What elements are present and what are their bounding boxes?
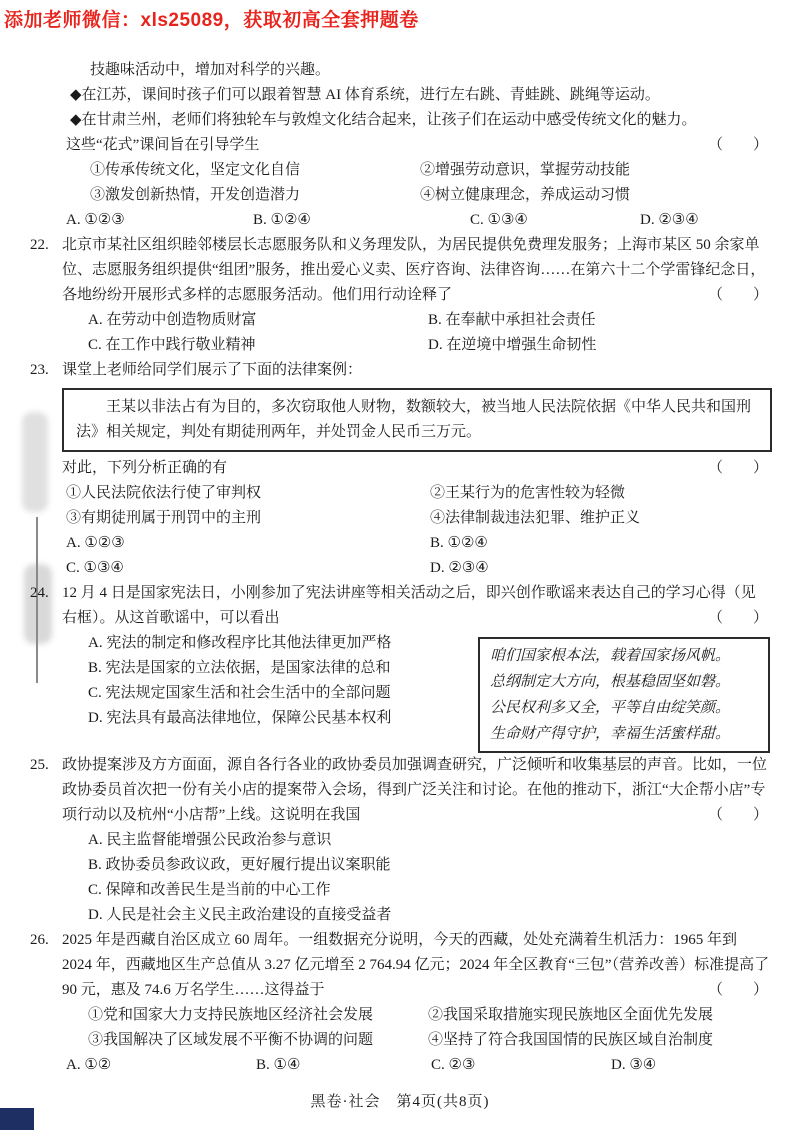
choice-a: A. 宪法的制定和修改程序比其他法律更加严格 [88, 635, 392, 651]
stem-text: 北京市某社区组织睦邻楼层长志愿服务队和义务理发队，为居民提供免费理发服务；上海市某区 50 余家单位、志愿服务组织提供“组团”服务，推出爱心义卖、医疗咨询、法律咨询……在第六十二个学雷锋纪念日，各地纷纷开展形式多样的志愿服务活动。他们用行动诠释了 [62, 237, 766, 303]
ballad-line: 公民权利多又全，平等自由绽笑颜。 [490, 700, 731, 716]
question-22 [30, 233, 770, 358]
question-26 [30, 928, 770, 1078]
stem-text: 政协提案涉及方方面面，源自各行各业的政协委员加强调查研究，广泛倾听和收集基层的声音。比如，一位政协委员首次把一份有关小店的提案带入会场，得到广泛关注和讨论。在他的推动下，浙江“大企帮小店”专项行动以及杭州“小店帮”上线。这说明在我国 [62, 757, 768, 823]
bullet-line-lanzhou: ◆在甘肃兰州，老师们将独轮车与敦煌文化结合起来，让孩子们在运动中感受传统文化的魅力。 [70, 112, 697, 128]
item-3: ③我国解决了区域发展不平衡不协调的问题 [88, 1032, 374, 1048]
choices-row [62, 308, 770, 333]
question-prompt [62, 456, 770, 481]
choice-c: C. 宪法规定国家生活和社会生活中的全部问题 [88, 685, 391, 701]
choice-a: A. 在劳动中创造物质财富 [88, 312, 257, 328]
choices-row [62, 333, 770, 358]
item-1: ①传承传统文化，坚定文化自信 [90, 162, 301, 178]
choice-d: D. ②③④ [640, 212, 699, 228]
choice-b: B. ①②④ [253, 212, 311, 228]
item-4: ④法律制裁违法犯罪、维护正义 [430, 510, 641, 526]
promo-banner: 添加老师微信：xls25089，获取初高全套押题卷 [4, 10, 419, 31]
answer-bracket: （ ） [707, 610, 768, 626]
choice-d: D. 人民是社会主义民主政治建设的直接受益者 [88, 907, 392, 923]
item-3: ③激发创新热情，开发创造潜力 [90, 187, 301, 203]
choice-a: A. ①②③ [66, 212, 125, 228]
numbered-items-row [62, 481, 770, 506]
numbered-items-row [62, 506, 770, 531]
item-1: ①人民法院依法行使了审判权 [66, 485, 262, 501]
item-4: ④坚持了符合我国国情的民族区域自治制度 [428, 1032, 714, 1048]
ballad-line: 总纲制定大方向，根基稳固坚如磐。 [490, 674, 731, 690]
question-stem: 课堂上老师给同学们展示了下面的法律案例： [62, 362, 363, 378]
item-3: ③有期徒刑属于刑罚中的主刑 [66, 510, 262, 526]
question-number: 26. [30, 932, 49, 948]
item-1: ①党和国家大力支持民族地区经济社会发展 [88, 1007, 374, 1023]
answer-bracket: （ ） [707, 982, 768, 998]
choice-d: D. ②③④ [430, 560, 489, 576]
choice-c: C. 保障和改善民生是当前的中心工作 [88, 882, 331, 898]
question-23 [30, 358, 770, 581]
choices-row [30, 208, 770, 233]
ballad-line: 生命财产得守护，幸福生活蜜样甜。 [490, 726, 731, 742]
numbered-items-row [30, 183, 770, 208]
stem-text: 12 月 4 日是国家宪法日，小刚参加了宪法讲座等相关活动之后，即兴创作歌谣来表达自己的学习心得（见右框）。从这首歌谣中，可以看出 [62, 585, 756, 626]
stem-text: 这些“花式”课间旨在引导学生 [66, 137, 260, 153]
question-21-continuation [30, 58, 770, 233]
corner-mark [0, 1108, 34, 1130]
question-number: 25. [30, 757, 49, 773]
choice-b: B. 政协委员参政议政，更好履行提出议案职能 [88, 857, 391, 873]
choice-b: B. ①④ [256, 1057, 301, 1073]
choice-a: A. ①② [66, 1057, 112, 1073]
question-stem [62, 928, 770, 1003]
numbered-items-row [62, 1003, 770, 1028]
answer-bracket: （ ） [707, 137, 768, 153]
choices-row [62, 556, 770, 581]
choice-d: D. 宪法具有最高法律地位，保障公民基本权利 [88, 710, 392, 726]
choice-d: D. 在逆境中增强生命韧性 [428, 337, 597, 353]
question-number: 22. [30, 237, 49, 253]
question-number: 24. [30, 585, 49, 601]
answer-bracket: （ ） [707, 287, 768, 303]
numbered-items-row [62, 1028, 770, 1053]
item-2: ②王某行为的危害性较为轻微 [430, 485, 626, 501]
continuation-line: 技趣味活动中，增加对科学的兴趣。 [90, 62, 331, 78]
choice-a: A. ①②③ [66, 535, 125, 551]
choice-c: C. ②③ [431, 1057, 476, 1073]
law-case-text: 王某以非法占有为目的，多次窃取他人财物，数额较大，被当地人民法院依据《中华人民共和国刑法》相关规定，判处有期徒刑两年，并处罚金人民币三万元。 [76, 399, 752, 440]
choices-column [62, 828, 770, 928]
item-4: ④树立健康理念，养成运动习惯 [420, 187, 631, 203]
exam-page [30, 58, 770, 1115]
answer-bracket: （ ） [707, 460, 768, 476]
answer-bracket: （ ） [707, 807, 768, 823]
choice-b: B. ①②④ [430, 535, 488, 551]
question-stem [62, 753, 770, 828]
item-2: ②增强劳动意识，掌握劳动技能 [420, 162, 631, 178]
choice-c: C. ①③④ [470, 212, 528, 228]
ballad-line: 咱们国家根本法，载着国家扬风帆。 [490, 648, 731, 664]
choice-d: D. ③④ [611, 1057, 657, 1073]
stem-text: 2025 年是西藏自治区成立 60 周年。一组数据充分说明，今天的西藏，处处充满着生机活力：1965 年到 2024 年，西藏地区生产总值从 3.27 亿元增至 2 764.94 亿元；2024 年全区教育“三包”（营养改善）标准提高了 90 元，惠及 74.6 万名学生……这得益于 [62, 932, 770, 998]
question-25 [30, 753, 770, 928]
question-stem [62, 233, 770, 308]
choice-b: B. 在奉献中承担社会责任 [428, 312, 596, 328]
law-case-box [62, 388, 772, 452]
question-number: 23. [30, 362, 49, 378]
page-footer: 黑卷·社会 第4页(共8页) [310, 1094, 490, 1110]
numbered-items-row [30, 158, 770, 183]
choice-c: C. ①③④ [66, 560, 124, 576]
ballad-box [478, 637, 770, 753]
bullet-line-jiangsu: ◆在江苏，课间时孩子们可以跟着智慧 AI 体育系统，进行左右跳、青蛙跳、跳绳等运动。 [70, 87, 660, 103]
question-stem [62, 581, 770, 631]
question-24 [30, 581, 770, 753]
item-2: ②我国采取措施实现民族地区全面优先发展 [428, 1007, 714, 1023]
choice-b: B. 宪法是国家的立法依据，是国家法律的总和 [88, 660, 391, 676]
choice-c: C. 在工作中践行敬业精神 [88, 337, 256, 353]
question-24-body [62, 631, 770, 753]
question-stem [30, 133, 770, 158]
prompt-text: 对此，下列分析正确的有 [62, 460, 228, 476]
choices-row [62, 531, 770, 556]
choice-a: A. 民主监督能增强公民政治参与意识 [88, 832, 332, 848]
choices-row [62, 1053, 770, 1078]
choices-column [88, 631, 478, 753]
